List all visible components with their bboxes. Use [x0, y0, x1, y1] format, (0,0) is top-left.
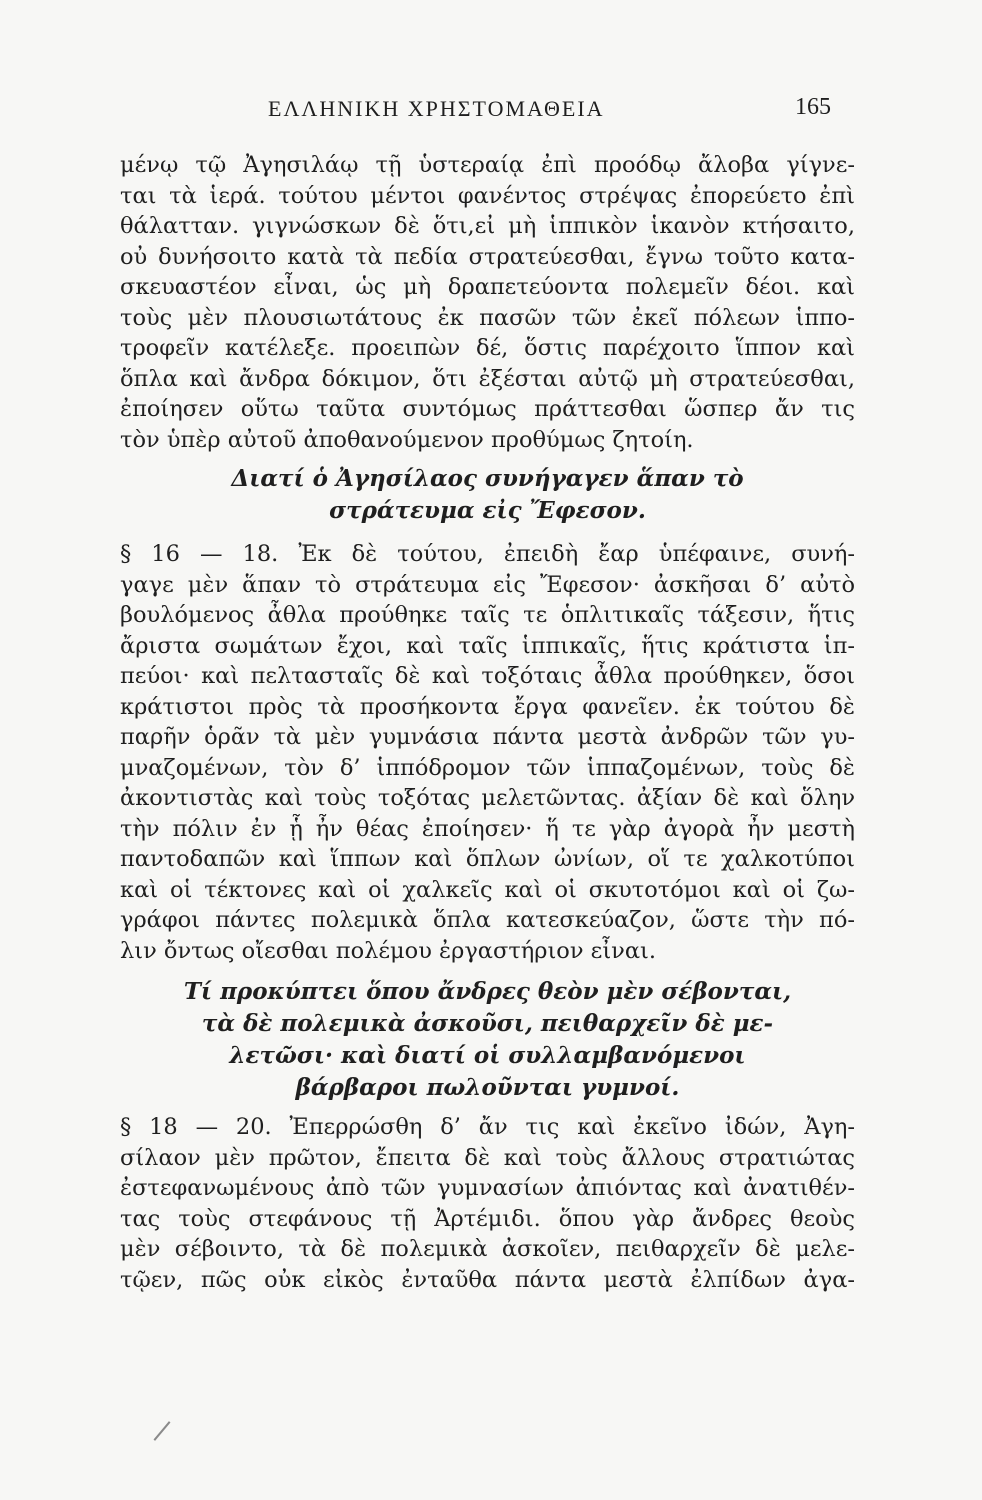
text-line: παρῆν ὁρᾶν τὰ μὲν γυμνάσια πάντα μεστὰ ἀνδρῶν τῶν γυ- — [120, 724, 855, 750]
section-heading-2 — [120, 976, 855, 1104]
heading-line: στράτευμα εἰς Ἔφεσον. — [329, 497, 646, 524]
text-line: σκευαστέον εἶναι, ὡς μὴ δραπετεύοντα πολεμεῖν δέοι. καὶ — [120, 274, 855, 300]
paragraph-3 — [120, 1112, 855, 1295]
text-line: § 18 — 20. Ἐπερρώσθη δ’ ἄν τις καὶ ἐκεῖνο ἰδών, Ἀγη- — [120, 1114, 855, 1140]
pencil-mark — [154, 1421, 171, 1441]
heading-line: Διατί ὁ Ἀγησίλαος συνήγαγεν ἅπαν τὸ — [231, 465, 744, 492]
text-line: μναζομένων, τὸν δ’ ἱππόδρομον τῶν ἱππαζομένων, τοὺς δὲ — [120, 754, 855, 781]
text-line: πεύοι· καὶ πελτασταῖς δὲ καὶ τοξόταις ἆθλα προύθηκεν, ὅσοι — [120, 663, 855, 689]
text-line: ἐστεφανωμένους ἀπὸ τῶν γυμνασίων ἀπιόντας καὶ ἀνατιθέν- — [120, 1175, 855, 1201]
heading-line: λετῶσι· καὶ διατί οἱ συλλαμβανόμενοι — [229, 1042, 746, 1069]
text-line: τας τοὺς στεφάνους τῇ Ἀρτέμιδι. ὅπου γὰρ ἄνδρες θεοὺς — [120, 1205, 855, 1232]
text-line: θάλατταν. γιγνώσκων δὲ ὅτι,εἰ μὴ ἱππικὸν ἱκανὸν κτήσαιτο, — [120, 213, 855, 239]
paragraph-2 — [120, 539, 855, 966]
text-line: τροφεῖν κατέλεξε. προειπὼν δέ, ὅστις παρέχοιτο ἵππον καὶ — [120, 335, 855, 361]
text-line: λιν ὄντως οἴεσθαι πολέμου ἐργαστήριον εἶναι. — [120, 937, 657, 964]
text-line: μὲν σέβοιντο, τὰ δὲ πολεμικὰ ἀσκοῖεν, πειθαρχεῖν δὲ μελε- — [120, 1236, 855, 1262]
text-line: σίλαον μὲν πρῶτον, ἔπειτα δὲ καὶ τοὺς ἄλλους στρατιώτας — [120, 1144, 855, 1171]
text-line: τὸν ὑπὲρ αὐτοῦ ἀποθανούμενον προθύμως ζητοίη. — [120, 426, 694, 453]
paragraph-1 — [120, 150, 855, 455]
text-block — [120, 150, 855, 1295]
text-line: γαγε μὲν ἅπαν τὸ στράτευμα εἰς Ἔφεσον· ἀσκῆσαι δ’ αὐτὸ — [120, 571, 855, 598]
text-line: βουλόμενος ἆθλα προύθηκε ταῖς τε ὁπλιτικαῖς τάξεσιν, ἥτις — [120, 602, 855, 628]
text-line: κράτιστοι πρὸς τὰ προσήκοντα ἔργα φανεῖεν. ἐκ τούτου δὲ — [120, 693, 855, 720]
heading-line: Τί προκύπτει ὅπου ἄνδρες θεὸν μὲν σέβονται, — [183, 978, 792, 1005]
heading-line: βάρβαροι πωλοῦνται γυμνοί. — [295, 1074, 680, 1101]
text-line: οὐ δυνήσοιτο κατὰ τὰ πεδία στρατεύεσθαι, ἔγνω τοῦτο κατα- — [120, 243, 855, 270]
text-line: παντοδαπῶν καὶ ἵππων καὶ ὅπλων ὠνίων, οἵ τε χαλκοτύποι — [120, 846, 855, 872]
section-heading-1 — [120, 463, 855, 527]
text-line: τῷεν, πῶς οὐκ εἰκὸς ἐνταῦθα πάντα μεστὰ ἐλπίδων ἀγα- — [120, 1266, 855, 1293]
text-line: ἐποίησεν οὕτω ταῦτα συντόμως πράττεσθαι ὥσπερ ἄν τις — [120, 396, 855, 422]
text-line: § 16 — 18. Ἐκ δὲ τούτου, ἐπειδὴ ἔαρ ὑπέφαινε, συνή- — [120, 541, 855, 567]
running-head: ΕΛΛΗΝΙΚΗ ΧΡΗΣΤΟΜΑΘΕΙΑ — [268, 96, 605, 121]
text-line: τὴν πόλιν ἐν ᾗ ἦν θέας ἐποίησεν· ἥ τε γὰρ ἀγορὰ ἦν μεστὴ — [120, 815, 855, 842]
text-line: τοὺς μὲν πλουσιωτάτους ἐκ πασῶν τῶν ἐκεῖ πόλεων ἱππο- — [120, 304, 855, 331]
text-line: ται τὰ ἱερά. τούτου μέντοι φανέντος στρέψας ἐπορεύετο ἐπὶ — [120, 182, 855, 209]
text-line: μένῳ τῷ Ἀγησιλάῳ τῇ ὑστεραίᾳ ἐπὶ προόδῳ ἄλοβα γίγνε- — [120, 152, 855, 178]
page-number: 165 — [795, 94, 831, 120]
text-line: ἀκοντιστὰς καὶ τοὺς τοξότας μελετῶντας. ἀξίαν δὲ καὶ ὅλην — [120, 785, 855, 811]
text-line: γράφοι πάντες πολεμικὰ ὅπλα κατεσκεύαζον, ὥστε τὴν πό- — [120, 907, 855, 933]
text-line: καὶ οἱ τέκτονες καὶ οἱ χαλκεῖς καὶ οἱ σκυτοτόμοι καὶ οἱ ζω- — [120, 876, 855, 903]
text-line: ἄριστα σωμάτων ἔχοι, καὶ ταῖς ἱππικαῖς, ἥτις κράτιστα ἱπ- — [120, 632, 855, 659]
heading-line: τὰ δὲ πολεμικὰ ἀσκοῦσι, πειθαρχεῖν δὲ με- — [201, 1010, 774, 1037]
text-line: ὅπλα καὶ ἄνδρα δόκιμον, ὅτι ἐξέσται αὐτῷ μὴ στρατεύεσθαι, — [120, 365, 855, 392]
